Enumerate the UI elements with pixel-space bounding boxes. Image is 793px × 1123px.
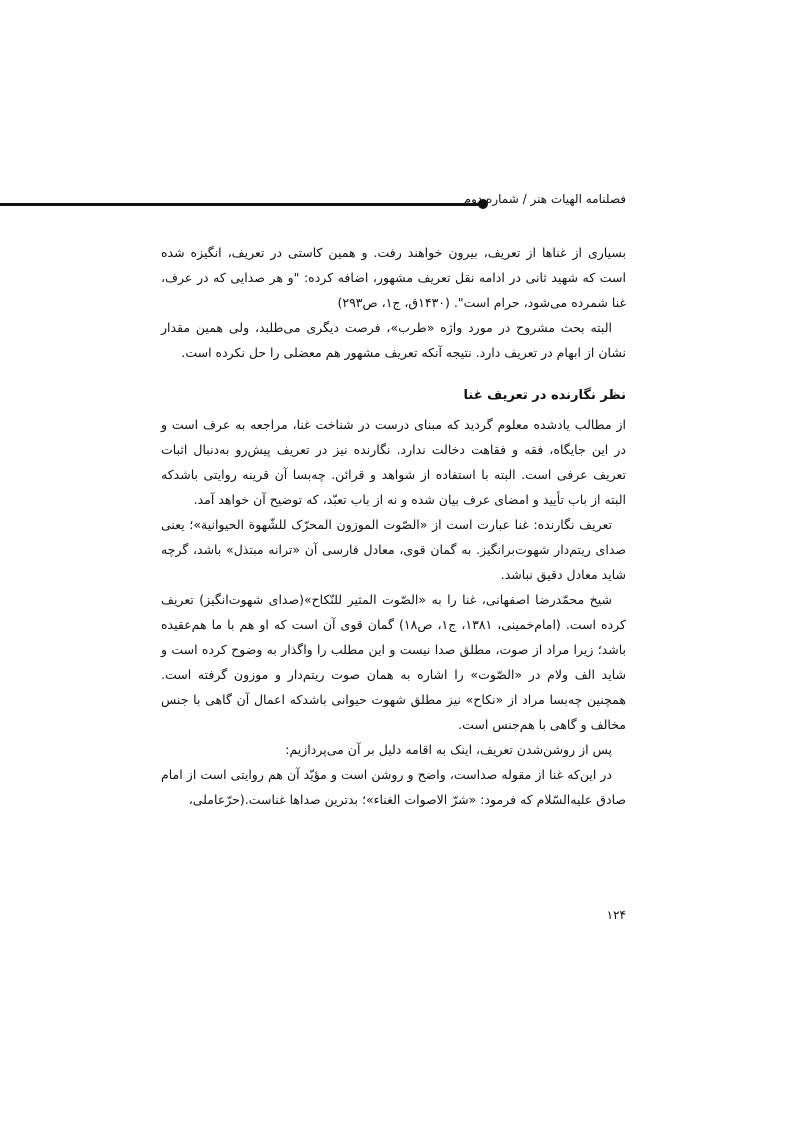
header-rule <box>0 203 485 206</box>
section-heading: نظر نگارنده در تعریف غنا <box>463 388 626 403</box>
page-number: ۱۲۴ <box>606 908 626 922</box>
paragraph: از مطالب یادشده معلوم گردید که مبنای درست در شناخت غنا، مراجعه به عرف است و در این جایگاه، فقه و فقاهت دخالت ندارد. نگارنده نیز در تعریف پیش‌رو به‌دنبال اثبات تعریف عرفی است. البته با استفاده از شواهد و قرائن. چه‌بسا آن قرینه روایتی باشدکه البته از باب تأیید و امضای عرف بیان شده و نه از باب تعبّد، که توضیح آن خواهد آمد. <box>161 417 626 507</box>
paragraph: بسیاری از غناها از تعریف، بیرون خواهند رفت. و همین کاستی در تعریف، انگیزه شده است که شهید ثانی در ادامه نقل تعریف مشهور، اضافه کرده: "و هر صدایی که در عرف، غنا شمرده می‌شود، حرام است". (۱۴۳۰ق، ج۱، ص۲۹۳) <box>161 245 626 310</box>
page-body <box>161 240 626 812</box>
running-title: فصلنامه الهیات هنر / شماره دوم <box>463 192 626 206</box>
paragraph: شیخ محمّدرضا اصفهانی، غنا را به «الصّوت المثیر للنّکاح»(صدای شهوت‌انگیز) تعریف کرده است. (امام‌خمینی، ۱۳۸۱، ج۱، ص۱۸) گمان قوی آن است که او هم با ما هم‌عقیده باشد؛ زیرا مراد از صوت، مطلق صدا نیست و این مطلب را واگذار به وضوح کرده است و شاید الف ولام در «الصّوت» را اشاره به همان صوت ریتم‌دار و موزون گرفته است. همچنین چه‌بسا مراد از «نکاح» نیز مطلق شهوت حیوانی باشدکه اعمال آن گاهی با جنس مخالف و گاهی با هم‌جنس است. <box>161 592 627 732</box>
paragraph: البته بحث مشروح در مورد واژه «طرب»، فرصت دیگری می‌طلبد، ولی همین مقدار نشان از ابهام در تعریف دارد. نتیجه آنکه تعریف مشهور هم معضلی را حل نکرده است. <box>161 320 626 360</box>
paragraph: پس از روشن‌شدن تعریف، اینک به اقامه دلیل بر آن می‌پردازیم: <box>285 742 612 757</box>
running-header <box>0 188 793 218</box>
paragraph: در این‌که غنا از مقوله صداست، واضح و روشن است و مؤیّد آن هم روایتی است از امام صادق علیه‌السّلام که فرمود: «شرّ الاصوات الغناء»؛ بدترین صداها غناست.(حرّعاملی، <box>161 767 626 807</box>
paragraph: تعریف نگارنده: غنا عبارت است از «الصّوت الموزون المحرّک للشّهوة الحیوانیة»؛ یعنی صدای ریتم‌دار شهوت‌برانگیز. به گمان قوی، معادل فارسی آن «ترانه مبتذل» باشد، گرچه شاید معادل دقیق نباشد. <box>161 517 626 582</box>
